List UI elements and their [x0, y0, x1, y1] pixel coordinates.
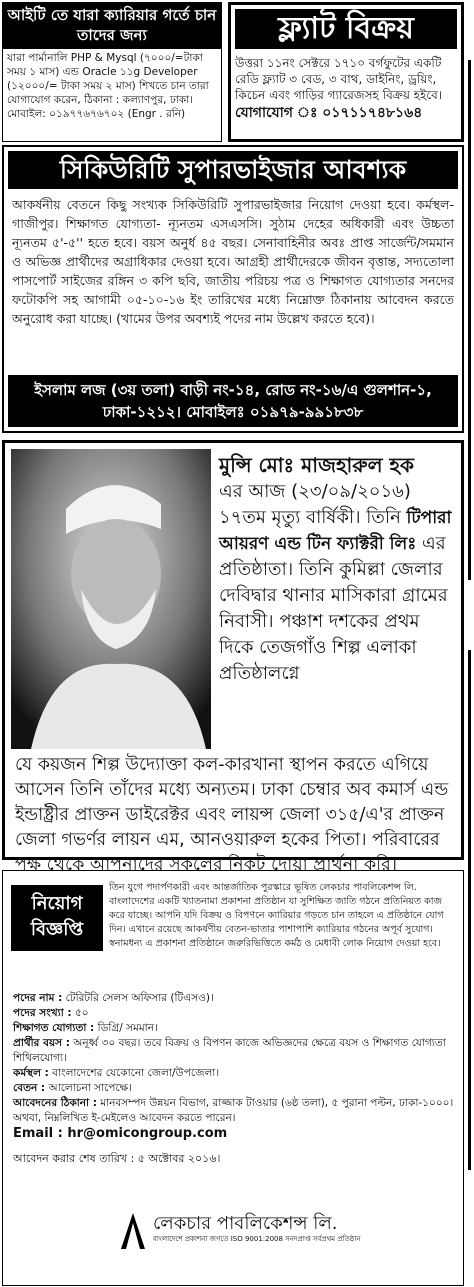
security-supervisor-ad — [2, 145, 464, 433]
it-career-ad-title: আইটি তে যারা ক্যারিয়ার গর্তে চান তাদের জন্য — [3, 3, 221, 49]
it-career-ad-body: যারা পার্মানালি PHP & Mysql (৭০০০/=টাকা সময় ১ মাস) এন্ড Oracle ১১g Developer (১২০০০/= টাকা সময় ২ মাস) শিখতে চান তারা যোগাযোগ করেন, ঠিকানা : কল্যাণপুর, ঢাকা। মোবাইল: ০১৯৭৭৬৭৬৭০২ (Engr . রনি) — [7, 52, 209, 120]
recruitment-label: নিয়োগ বিজ্ঞপ্তি — [11, 885, 103, 951]
recruitment-intro: তিন যুগে পদার্পণকারী এবং আন্তর্জাতিক পুরস্কারে ভূষিত লেকচার পাবলিকেশন্স লি. বাংলাদেশের একটি খ্যাতনামা প্রকাশনা প্রতিষ্ঠান যা সুশিক্ষিত জাতি গঠনে প্রতিনিয়ত কাজ করে যাচ্ছে। আপনি যদি বিক্রয় ও বিপণনে ক্যারিয়ার গড়তে চান তাহলে এ প্রতিষ্ঠানে যোগ দিন। এখানে রয়েছে আকর্ষণীয় বেতন-ভাতার পাশাপাশি ক্যারিয়ার গঠনের অপূর্ব সুযোগ। স্বনামধন্য এ প্রকাশনা প্রতিষ্ঠানে জরুরিভিত্তিতে কর্মঠ ও মেধাবী লোক নিয়োগ দেওয়া হবে। — [109, 882, 444, 949]
application-deadline: আবেদন করার শেষ তারিখ : ৫ অক্টোবর ২০১৬। — [13, 1152, 221, 1165]
security-ad-title: সিকিউরিটি সুপারভাইজার আবশ্যক — [8, 151, 458, 189]
it-career-ad — [2, 2, 222, 142]
flat-sale-ad-contact: যোগাযোগ ঃ ০১৭১১৭৪৮১৬৪ — [235, 105, 423, 121]
publisher-name: লেকচার পাবলিকেশন্স লি. — [153, 1213, 338, 1234]
detail-row: পদের নাম : টেরিটরি সেলস অফিসার (টিএসও)। — [13, 992, 214, 1004]
deceased-name: মুন্সি মোঃ মাজহারুল হক — [219, 453, 414, 477]
email-address[interactable]: Email : hr@omicongroup.com — [13, 1126, 228, 1141]
detail-row: শিক্ষাগত যোগ্যতা : ডিগ্রি/ সমমান। — [13, 1022, 158, 1034]
security-ad-address: ইসলাম লজ (৩য় তলা) বাড়ী নং-১৪, রোড নং-১৬/এ গুলশান-১, ঢাকা-১২১২। মোবাইলঃ ০১৯৭৯-৯৯১৮৩৮ — [8, 375, 458, 427]
detail-row: কর্মস্থল : বাংলাদেশের যেকোনো জেলা/উপজেলা। — [13, 1067, 220, 1079]
detail-row: প্রার্থীর বয়স : অনূর্ধ্ব ৩০ বছর। তবে বিক্রয় ও বিপণন কাজে অভিজ্ঞদের ক্ষেত্রে বয়স ও শিক্ষাগত যোগ্যতা শিথিলযোগ্য। — [13, 1037, 446, 1064]
notice-line1: এর আজ (২৩/০৯/২০১৬) ১৭তম মৃত্যু বার্ষিকী। তিনি — [219, 481, 411, 528]
column-divider — [468, 650, 471, 1170]
notice-paragraph: যে কয়জন শিল্প উদ্যোক্তা কল-কারখানা স্থাপন করতে এগিয়ে আসেন তিনি তাঁদের মধ্যে অন্যতম। ঢাকা চেম্বার অব কমার্স এন্ড ইন্ডাষ্ট্রীর প্রাক্তন ডাইরেক্টর এবং লায়ন্স জেলা ৩১৫/এ'র প্রাক্তন জেলা গভর্ণর লায়ন এম, আনওয়ারুল হকের পিতা। পরিবারের পক্ষ থেকে আপনাদের সকলের নিকট দোয়া প্রার্থনা করি। — [15, 755, 449, 875]
recruitment-notice — [2, 870, 464, 1286]
detail-row: বেতন : আলোচনা সাপেক্ষে। — [13, 1082, 132, 1094]
notice-text-right — [219, 479, 459, 687]
company-name: টিপারা আয়রণ এন্ড টিন ফ্যাক্টরী লিঃ — [219, 508, 452, 554]
portrait-photo — [11, 449, 211, 749]
notice-line2: এর প্রতিষ্ঠাতা। তিনি কুমিল্লা জেলার দেবিদ্বার থানার মাসিকারা গ্রামের নিবাসী। পঞ্চাশ দশকের প্রথম দিকে তেজগাঁও শিল্প এলাকা প্রতিষ্ঠালগ্নে — [219, 533, 448, 684]
recruitment-details — [13, 991, 459, 1166]
publisher-tagline: বাংলাদেশে প্রকাশনা জগতে ISO 9001:2008 সনদপ্রাপ্ত সর্বপ্রথম প্রতিষ্ঠান — [153, 1235, 361, 1243]
security-ad-body: আকর্ষনীয় বেতনে কিছু সংখ্যক সিকিউরিটি সুপারভাইজার নিয়োগ দেওয়া হবে। কর্মস্থল- গাজীপুর। শিক্ষাগত যোগ্যতা- ন্যূনতম এসএসসি। সুঠাম দেহের অধিকারী এবং উচ্চতা ন্যূনতম ৫'-৫'' হতে হবে। বয়স অনুর্ধ ৪৫ বছর। সেনাবাহিনীর অবঃ প্রাপ্ত সার্জেন্ট/সমমান ও অভিজ্ঞ প্রার্থীদের অগ্রাধিকার দেওয়া হবে। আগ্রহী প্রার্থীদেরকে জীবন বৃত্তান্ত, সদ্যতোলা পাসপোর্ট সাইজের রঙ্গিন ৩ কপি ছবি, জাতীয় পরিচয় পত্র ও শিক্ষাগত যোগ্যতার সনদের ফটোকপি সহ আগামী ০৫-১০-১৬ ইং তারিখের মধ্যে নিম্নোক্ত ঠিকানায় আবেদন করতে অনুরোধ করা যাচ্ছে। (খামের উপর অবশ্যই পদের নাম উল্লেখ করতে হবে)। — [12, 197, 454, 326]
flat-sale-ad — [228, 2, 464, 142]
flat-sale-ad-title: ফ্ল্যাট বিক্রয় — [235, 9, 457, 49]
detail-row: পদের সংখ্যা : ৫০ — [13, 1007, 89, 1019]
death-anniversary-notice — [2, 440, 464, 875]
detail-row: আবেদনের ঠিকানা : মানবসম্পদ উন্নয়ন বিভাগ, রাজ্জাক টাওয়ার (৬ষ্ঠ তলা), ৫ পুরানা পল্টন, ঢাকা-১০০০। অথবা, নিম্নলিখিত ই-মেইলেও আবেদন করতে পারেন। — [13, 1097, 454, 1124]
column-divider — [468, 60, 471, 580]
flat-sale-ad-body: উত্তরা ১১নং সেক্টরে ১৭১০ বর্গফুটের একটি রেডি ফ্ল্যাট ৩ বেড, ৩ বাথ, ডাইনিং, ড্রয়িং, কিচেন এবং গাড়ির গ্যারেজসহ বিক্রয় হইবে। — [235, 56, 443, 102]
